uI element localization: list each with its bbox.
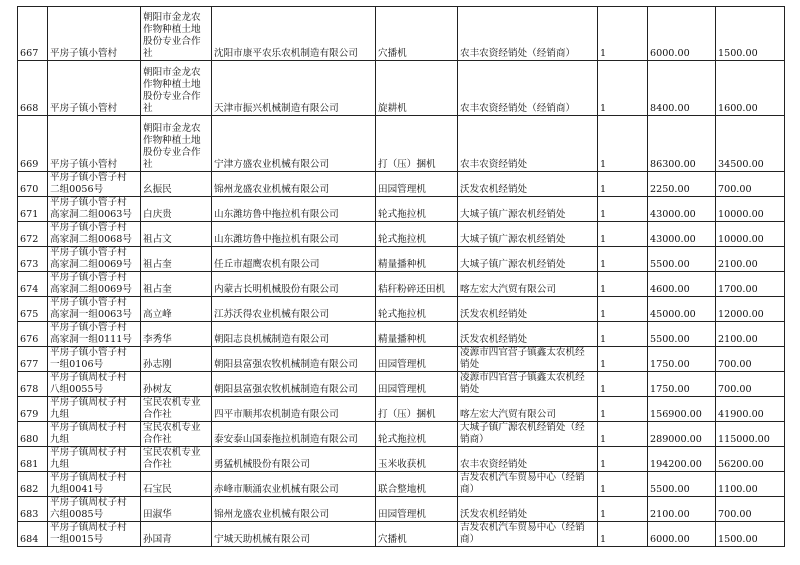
- machine-type-cell: 精量播种机: [376, 322, 458, 347]
- buyer-cell: 祖占文: [141, 222, 212, 247]
- subsidy-table: [17, 6, 785, 547]
- quantity-cell: 1: [598, 247, 648, 272]
- price-cell: 1750.00: [648, 372, 716, 397]
- price-cell: 5500.00: [648, 247, 716, 272]
- table-row: [18, 272, 785, 297]
- machine-type-cell: 田园管理机: [376, 347, 458, 372]
- table-row: [18, 422, 785, 447]
- table-row: [18, 372, 785, 397]
- subsidy-cell: 10000.00: [716, 222, 785, 247]
- row-number-cell: 679: [18, 397, 48, 422]
- buyer-cell: 孙志刚: [141, 347, 212, 372]
- manufacturer-cell: 沈阳市康平农乐农机制造有限公司: [212, 7, 376, 61]
- manufacturer-cell: 江苏沃得农业机械有限公司: [212, 297, 376, 322]
- price-cell: 8400.00: [648, 61, 716, 116]
- manufacturer-cell: 朝阳县富强农牧机械制造有限公司: [212, 372, 376, 397]
- subsidy-cell: 700.00: [716, 347, 785, 372]
- buyer-cell: 宝民农机专业 合作社: [141, 422, 212, 447]
- address-cell: 平房子镇小管子村 高家洞二组0069号: [48, 247, 141, 272]
- subsidy-cell: 34500.00: [716, 116, 785, 172]
- dealer-cell: 吉发农机汽车贸易中心（经销 商）: [458, 522, 598, 547]
- machine-type-cell: 秸秆粉碎还田机: [376, 272, 458, 297]
- dealer-cell: 农丰农资经销处: [458, 116, 598, 172]
- address-cell: 平房子镇小管子村 二组0056号: [48, 172, 141, 197]
- dealer-cell: 沃发农机经销处: [458, 322, 598, 347]
- manufacturer-cell: 内蒙古长明机械股份有限公司: [212, 272, 376, 297]
- dealer-cell: 农丰农资经销处: [458, 447, 598, 472]
- subsidy-cell: 10000.00: [716, 197, 785, 222]
- buyer-cell: 祖占奎: [141, 247, 212, 272]
- dealer-cell: 喀左宏大汽贸有限公司: [458, 397, 598, 422]
- address-cell: 平房子镇周杖子村 一组0015号: [48, 522, 141, 547]
- machine-type-cell: 打（压）捆机: [376, 116, 458, 172]
- dealer-cell: 吉发农机汽车贸易中心（经销 商）: [458, 472, 598, 497]
- buyer-cell: 李秀华: [141, 322, 212, 347]
- table-body: [18, 7, 785, 547]
- quantity-cell: 1: [598, 322, 648, 347]
- dealer-cell: 凌源市四官营子镇鑫太农机经 销处: [458, 347, 598, 372]
- price-cell: 156900.00: [648, 397, 716, 422]
- row-number-cell: 684: [18, 522, 48, 547]
- address-cell: 平房子镇小管村: [48, 61, 141, 116]
- table-row: [18, 347, 785, 372]
- manufacturer-cell: 任丘市超鹰农机有限公司: [212, 247, 376, 272]
- buyer-cell: 祖占奎: [141, 272, 212, 297]
- quantity-cell: 1: [598, 61, 648, 116]
- machine-type-cell: 联合整地机: [376, 472, 458, 497]
- subsidy-cell: 1700.00: [716, 272, 785, 297]
- buyer-cell: 田淑华: [141, 497, 212, 522]
- row-number-cell: 674: [18, 272, 48, 297]
- manufacturer-cell: 勇猛机械股份有限公司: [212, 447, 376, 472]
- quantity-cell: 1: [598, 472, 648, 497]
- subsidy-cell: 115000.00: [716, 422, 785, 447]
- quantity-cell: 1: [598, 272, 648, 297]
- manufacturer-cell: 宁城天助机械有限公司: [212, 522, 376, 547]
- table-row: [18, 497, 785, 522]
- address-cell: 平房子镇小管子村 高家洞二组0069号: [48, 272, 141, 297]
- row-number-cell: 675: [18, 297, 48, 322]
- quantity-cell: 1: [598, 422, 648, 447]
- table-row: [18, 297, 785, 322]
- manufacturer-cell: 天津市振兴机械制造有限公司: [212, 61, 376, 116]
- manufacturer-cell: 山东潍坊鲁中拖拉机有限公司: [212, 197, 376, 222]
- row-number-cell: 672: [18, 222, 48, 247]
- machine-type-cell: 旋耕机: [376, 61, 458, 116]
- subsidy-cell: 1500.00: [716, 522, 785, 547]
- subsidy-cell: 1500.00: [716, 7, 785, 61]
- manufacturer-cell: 四平市顺邦农机制造有限公司: [212, 397, 376, 422]
- quantity-cell: 1: [598, 297, 648, 322]
- buyer-cell: 宝民农机专业 合作社: [141, 447, 212, 472]
- machine-type-cell: 轮式拖拉机: [376, 422, 458, 447]
- manufacturer-cell: 山东潍坊鲁中拖拉机有限公司: [212, 222, 376, 247]
- price-cell: 2250.00: [648, 172, 716, 197]
- table-row: [18, 472, 785, 497]
- row-number-cell: 682: [18, 472, 48, 497]
- quantity-cell: 1: [598, 372, 648, 397]
- address-cell: 平房子镇小管子村 一组0106号: [48, 347, 141, 372]
- table-row: [18, 197, 785, 222]
- machine-type-cell: 玉米收获机: [376, 447, 458, 472]
- price-cell: 289000.00: [648, 422, 716, 447]
- row-number-cell: 670: [18, 172, 48, 197]
- address-cell: 平房子镇小管子村 高家洞一组0063号: [48, 297, 141, 322]
- price-cell: 194200.00: [648, 447, 716, 472]
- price-cell: 2100.00: [648, 497, 716, 522]
- subsidy-cell: 2100.00: [716, 247, 785, 272]
- manufacturer-cell: 锦州龙盛农业机械有限公司: [212, 497, 376, 522]
- address-cell: 平房子镇小管子村 高家洞二组0063号: [48, 197, 141, 222]
- dealer-cell: 凌源市四官营子镇鑫太农机经 销处: [458, 372, 598, 397]
- dealer-cell: 沃发农机经销处: [458, 172, 598, 197]
- dealer-cell: 农丰农资经销处（经销商）: [458, 61, 598, 116]
- price-cell: 5500.00: [648, 472, 716, 497]
- table-row: [18, 7, 785, 61]
- manufacturer-cell: 泰安泰山国泰拖拉机制造有限公司: [212, 422, 376, 447]
- address-cell: 平房子镇周杖子村 九组: [48, 447, 141, 472]
- machine-type-cell: 精量播种机: [376, 247, 458, 272]
- machine-type-cell: 田园管理机: [376, 172, 458, 197]
- dealer-cell: 沃发农机经销处: [458, 497, 598, 522]
- subsidy-cell: 700.00: [716, 172, 785, 197]
- quantity-cell: 1: [598, 347, 648, 372]
- row-number-cell: 680: [18, 422, 48, 447]
- machine-type-cell: 轮式拖拉机: [376, 297, 458, 322]
- buyer-cell: 朝阳市金龙农 作物种植土地 股份专业合作 社: [141, 116, 212, 172]
- address-cell: 平房子镇小管子村 高家洞一组0111号: [48, 322, 141, 347]
- quantity-cell: 1: [598, 222, 648, 247]
- row-number-cell: 669: [18, 116, 48, 172]
- dealer-cell: 农丰农资经销处（经销商）: [458, 7, 598, 61]
- price-cell: 4600.00: [648, 272, 716, 297]
- subsidy-cell: 700.00: [716, 497, 785, 522]
- dealer-cell: 沃发农机经销处: [458, 297, 598, 322]
- manufacturer-cell: 锦州龙盛农业机械有限公司: [212, 172, 376, 197]
- row-number-cell: 667: [18, 7, 48, 61]
- address-cell: 平房子镇周杖子村 八组0055号: [48, 372, 141, 397]
- address-cell: 平房子镇周杖子村 九组0041号: [48, 472, 141, 497]
- price-cell: 43000.00: [648, 197, 716, 222]
- price-cell: 6000.00: [648, 7, 716, 61]
- buyer-cell: 高立峰: [141, 297, 212, 322]
- table-row: [18, 397, 785, 422]
- machine-type-cell: 穴播机: [376, 7, 458, 61]
- machine-type-cell: 轮式拖拉机: [376, 222, 458, 247]
- manufacturer-cell: 宁津方盛农业机械有限公司: [212, 116, 376, 172]
- row-number-cell: 678: [18, 372, 48, 397]
- subsidy-cell: 56200.00: [716, 447, 785, 472]
- row-number-cell: 681: [18, 447, 48, 472]
- row-number-cell: 677: [18, 347, 48, 372]
- machine-type-cell: 田园管理机: [376, 372, 458, 397]
- subsidy-cell: 2100.00: [716, 322, 785, 347]
- address-cell: 平房子镇小管子村 高家洞二组0068号: [48, 222, 141, 247]
- buyer-cell: 朝阳市金龙农 作物种植土地 股份专业合作 社: [141, 61, 212, 116]
- subsidy-cell: 700.00: [716, 372, 785, 397]
- dealer-cell: 大城子镇广源农机经销处: [458, 222, 598, 247]
- row-number-cell: 683: [18, 497, 48, 522]
- quantity-cell: 1: [598, 7, 648, 61]
- manufacturer-cell: 赤峰市顺涌农业机械有限公司: [212, 472, 376, 497]
- subsidy-cell: 12000.00: [716, 297, 785, 322]
- quantity-cell: 1: [598, 197, 648, 222]
- row-number-cell: 676: [18, 322, 48, 347]
- manufacturer-cell: 朝阳县富强农牧机械制造有限公司: [212, 347, 376, 372]
- buyer-cell: 石宝民: [141, 472, 212, 497]
- price-cell: 5500.00: [648, 322, 716, 347]
- table-row: [18, 222, 785, 247]
- subsidy-cell: 1100.00: [716, 472, 785, 497]
- dealer-cell: 大城子镇广源农机经销处（经 销商）: [458, 422, 598, 447]
- table-row: [18, 116, 785, 172]
- price-cell: 86300.00: [648, 116, 716, 172]
- manufacturer-cell: 朝阳志良机械制造有限公司: [212, 322, 376, 347]
- table-row: [18, 322, 785, 347]
- table-row: [18, 447, 785, 472]
- quantity-cell: 1: [598, 397, 648, 422]
- table-row: [18, 172, 785, 197]
- buyer-cell: 孙国青: [141, 522, 212, 547]
- machine-type-cell: 田园管理机: [376, 497, 458, 522]
- buyer-cell: 幺振民: [141, 172, 212, 197]
- address-cell: 平房子镇周杖子村 九组: [48, 422, 141, 447]
- address-cell: 平房子镇小管村: [48, 7, 141, 61]
- price-cell: 43000.00: [648, 222, 716, 247]
- dealer-cell: 大城子镇广源农机经销处: [458, 247, 598, 272]
- quantity-cell: 1: [598, 116, 648, 172]
- table-row: [18, 61, 785, 116]
- row-number-cell: 671: [18, 197, 48, 222]
- price-cell: 6000.00: [648, 522, 716, 547]
- table-row: [18, 522, 785, 547]
- machine-type-cell: 打（压）捆机: [376, 397, 458, 422]
- table-row: [18, 247, 785, 272]
- subsidy-cell: 1600.00: [716, 61, 785, 116]
- dealer-cell: 喀左宏大汽贸有限公司: [458, 272, 598, 297]
- row-number-cell: 673: [18, 247, 48, 272]
- machine-type-cell: 轮式拖拉机: [376, 197, 458, 222]
- price-cell: 1750.00: [648, 347, 716, 372]
- subsidy-cell: 41900.00: [716, 397, 785, 422]
- address-cell: 平房子镇周杖子村 六组0085号: [48, 497, 141, 522]
- row-number-cell: 668: [18, 61, 48, 116]
- dealer-cell: 大城子镇广源农机经销处: [458, 197, 598, 222]
- quantity-cell: 1: [598, 172, 648, 197]
- buyer-cell: 朝阳市金龙农 作物种植土地 股份专业合作 社: [141, 7, 212, 61]
- buyer-cell: 白庆贵: [141, 197, 212, 222]
- address-cell: 平房子镇周杖子村 九组: [48, 397, 141, 422]
- address-cell: 平房子镇小管村: [48, 116, 141, 172]
- buyer-cell: 孙树友: [141, 372, 212, 397]
- quantity-cell: 1: [598, 522, 648, 547]
- quantity-cell: 1: [598, 497, 648, 522]
- price-cell: 45000.00: [648, 297, 716, 322]
- buyer-cell: 宝民农机专业 合作社: [141, 397, 212, 422]
- quantity-cell: 1: [598, 447, 648, 472]
- machine-type-cell: 穴播机: [376, 522, 458, 547]
